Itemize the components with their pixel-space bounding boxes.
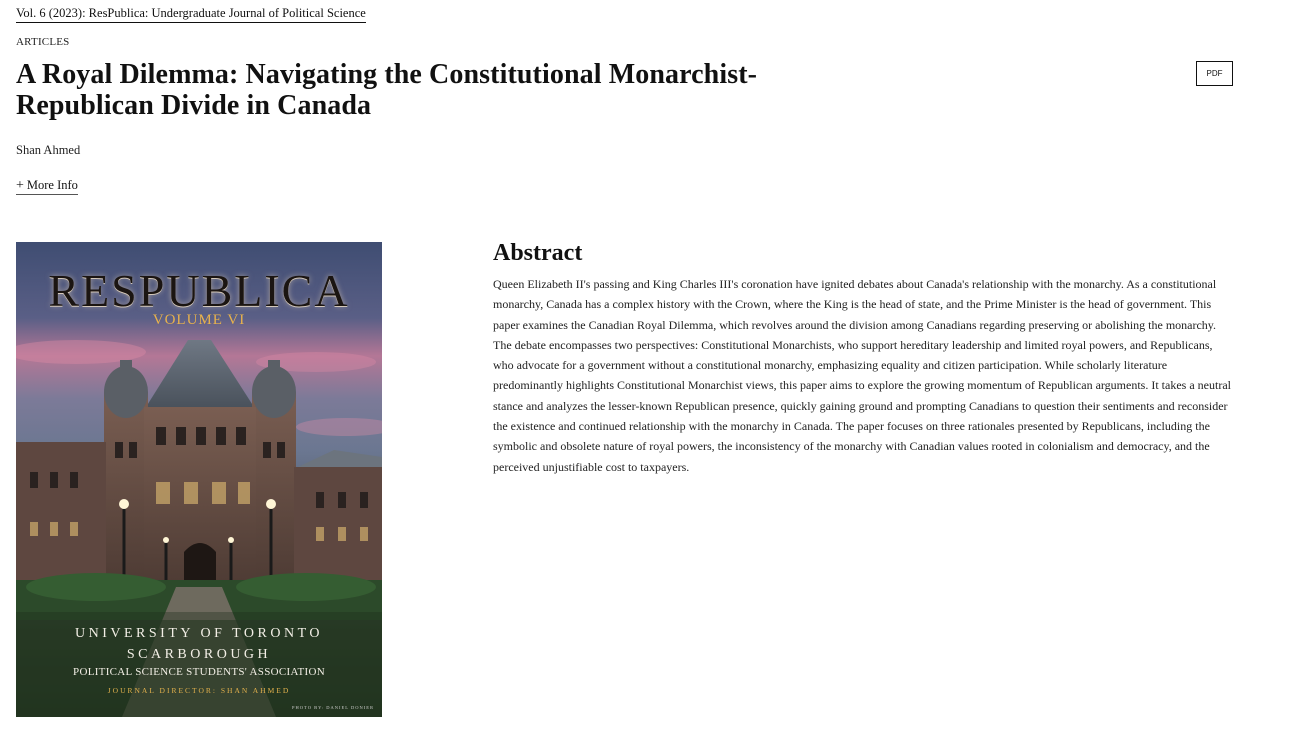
cover-association: POLITICAL SCIENCE STUDENTS' ASSOCIATION [73, 666, 325, 678]
cover-university-line2: SCARBOROUGH [126, 647, 272, 662]
more-info-toggle[interactable] [16, 178, 78, 195]
cover-journal-title: RESPUBLICA [48, 265, 350, 316]
plus-icon: + [16, 178, 24, 193]
section-label: ARTICLES [16, 36, 70, 48]
cover-university [16, 623, 382, 665]
cover-photo-credit: PHOTO BY: DANIEL DONIER [292, 705, 374, 710]
more-info-label: More Info [26, 178, 78, 192]
article-title: A Royal Dilemma: Navigating the Constitutional Monarchist-Republican Divide in Canada [16, 59, 758, 121]
cover-volume: VOLUME VI [152, 312, 246, 328]
breadcrumb-issue-link[interactable]: Vol. 6 (2023): ResPublica: Undergraduate Journal of Political Science [16, 5, 366, 23]
abstract-text: Queen Elizabeth II's passing and King Charles III's coronation have ignited debates about Canada's relationship with the monarchy. As a constitutional monarchy, Canada has a complex history with the Crown, where the King is the head of state, and the Prime Minister is the head of government. This paper examines the Canadian Royal Dilemma, which revolves around the division among Canadians regarding preserving or abolishing the monarchy. The debate encompasses two perspectives: Constitutional Monarchists, who support hereditary leadership and limited royal powers, and Republicans, who advocate for a government without a constitutional monarchy, emphasizing equality and citizen participation. While scholarly literature predominantly highlights Constitutional Monarchist views, this paper aims to explore the growing momentum of Republican arguments. It takes a neutral stance and analyzes the lesser-known Republican presence, quickly gaining ground and prompting Canadians to question their sentiments and reconsider the existence and continued relationship with the monarchy in Canada. The paper focuses on three rationales presented by Republicans, including the symbolic and obsolete nature of royal powers, the inconsistency of the monarchy with Canadian values rooted in colonialism and democracy, and the perceived unjustifiable cost to taxpayers. [493, 277, 1231, 474]
cover-director: JOURNAL DIRECTOR: SHAN AHMED [107, 686, 291, 695]
abstract-heading: Abstract [493, 240, 583, 266]
pdf-button[interactable]: PDF [1196, 61, 1233, 86]
author-name: Shan Ahmed [16, 143, 81, 157]
cover-university-line1: UNIVERSITY OF TORONTO [75, 626, 323, 641]
cover-image [16, 242, 382, 717]
